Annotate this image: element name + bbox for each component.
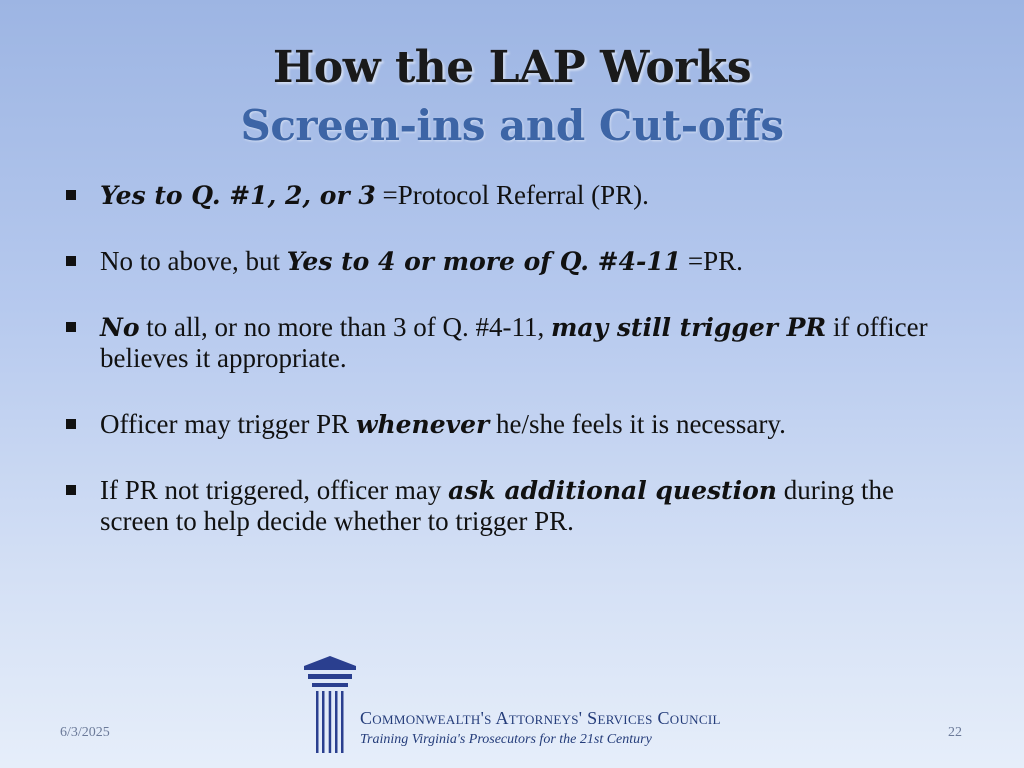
bullet-emphasis: No: [100, 313, 140, 342]
bullet-square-icon: [66, 322, 76, 332]
bullet-square-icon: [66, 485, 76, 495]
bullet-text: if officer believes it appropriate.: [100, 312, 928, 373]
bullet-square-icon: [66, 419, 76, 429]
bullet-list: [62, 180, 962, 572]
slide-number: 22: [948, 725, 962, 740]
column-icon: [302, 656, 358, 756]
slide-date: 6/3/2025: [60, 725, 110, 740]
council-logo: [302, 656, 732, 756]
bullet-emphasis: may still trigger PR: [550, 313, 827, 342]
bullet-text: Officer may trigger PR: [100, 409, 356, 439]
bullet-square-icon: [66, 256, 76, 266]
bullet-item: [62, 409, 962, 440]
logo-name: Commonwealth's Attorneys' Services Council: [360, 708, 721, 728]
bullet-text: during the screen to help decide whether to trigger PR.: [100, 475, 894, 536]
bullet-text: =PR.: [681, 246, 743, 276]
bullet-emphasis: ask additional question: [448, 476, 777, 505]
bullet-emphasis: Yes to 4 or more of Q. #4-11: [286, 247, 682, 276]
bullet-text: to all, or no more than 3 of Q. #4-11,: [139, 312, 551, 342]
bullet-emphasis: whenever: [355, 410, 490, 439]
bullet-square-icon: [66, 190, 76, 200]
bullet-text: No to above, but: [100, 246, 287, 276]
bullet-item: [62, 180, 962, 211]
bullet-text: If PR not triggered, officer may: [100, 475, 449, 505]
bullet-item: [62, 475, 962, 537]
bullet-text: he/she feels it is necessary.: [489, 409, 786, 439]
slide-title: How the LAP Works: [272, 42, 752, 93]
slide-subtitle: Screen-ins and Cut-offs: [240, 101, 784, 150]
logo-tagline: Training Virginia's Prosecutors for the 21st Century: [360, 732, 652, 747]
bullet-item: [62, 312, 962, 374]
bullet-text: =Protocol Referral (PR).: [375, 180, 649, 210]
bullet-emphasis: Yes to Q. #1, 2, or 3: [100, 181, 376, 210]
bullet-item: [62, 246, 962, 277]
